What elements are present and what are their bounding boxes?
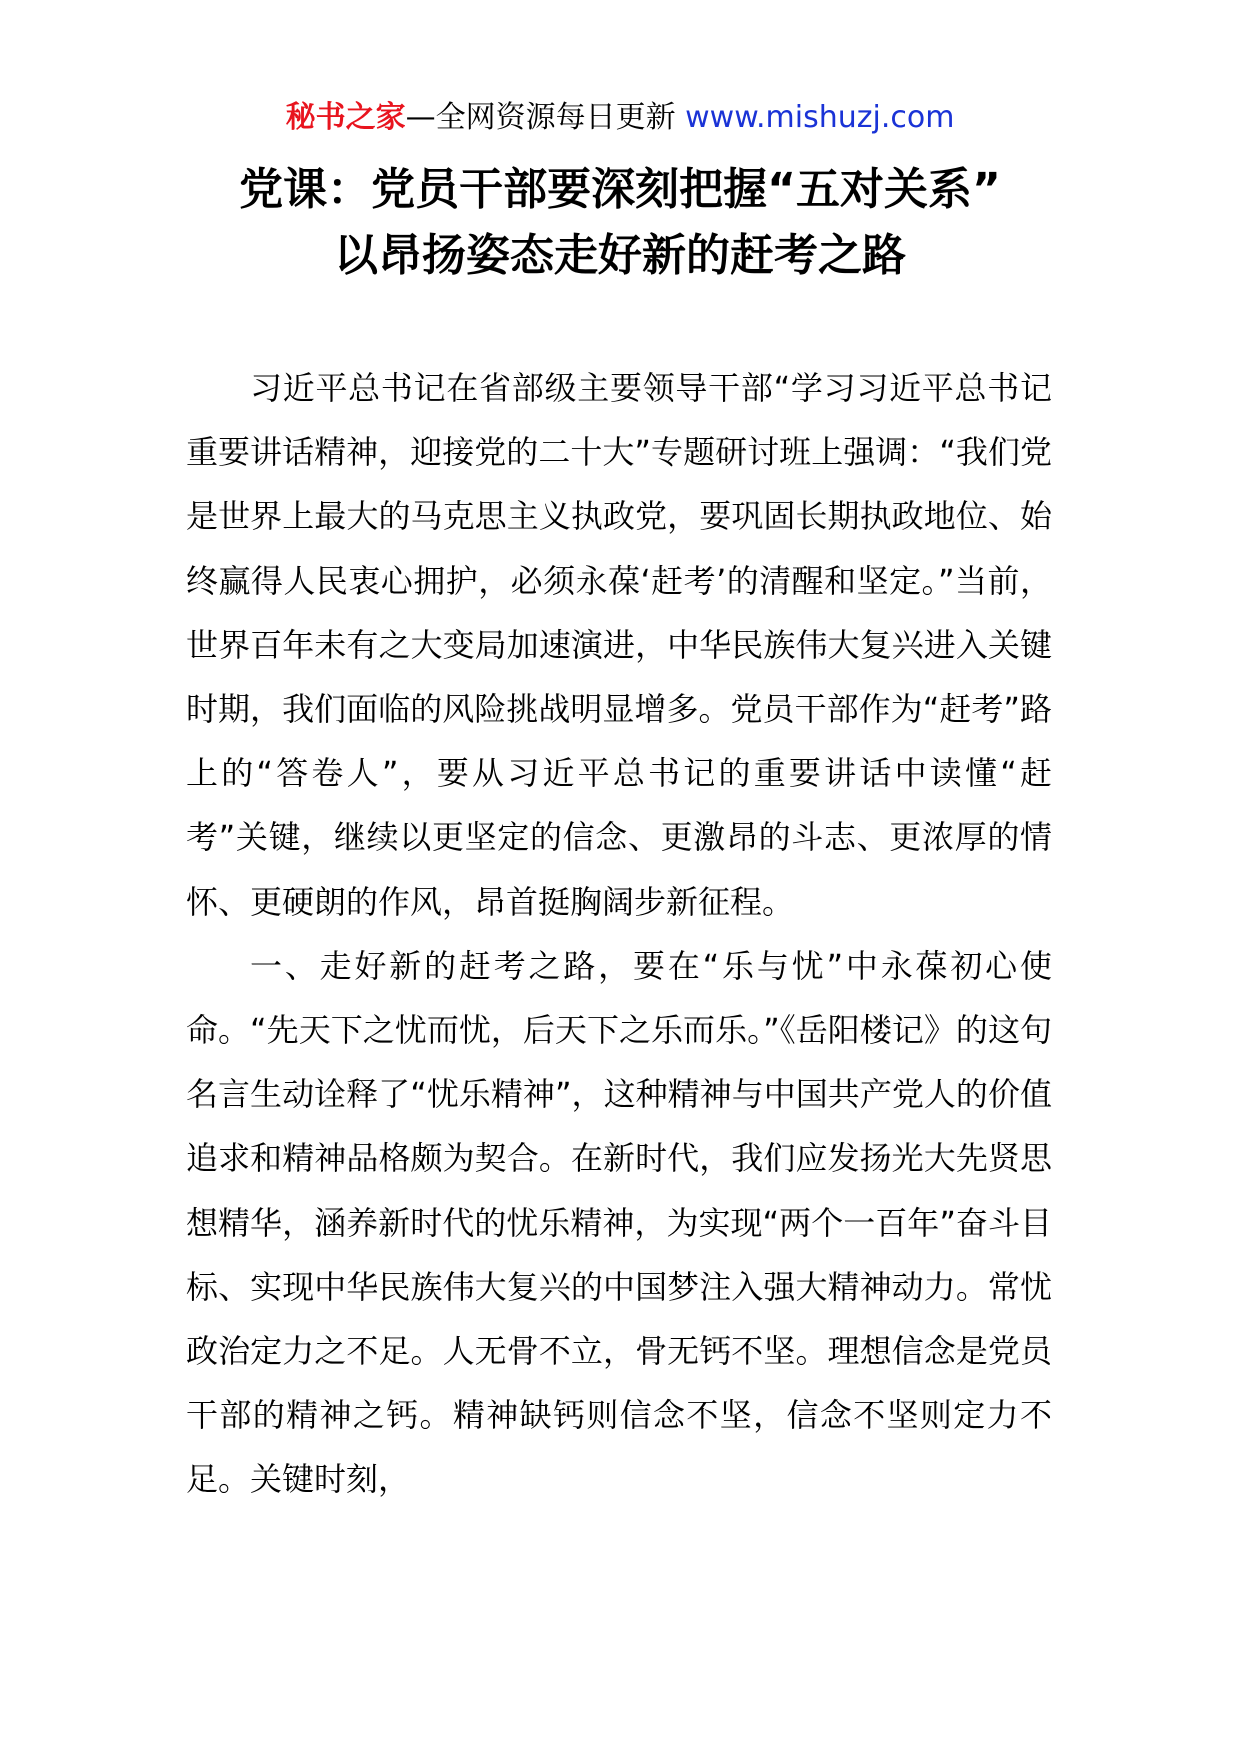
site-brand: 秘书之家 [285,100,406,135]
body-paragraph-section-1: 一、走好新的赶考之路，要在“乐与忧”中永葆初心使命。“先天下之忧而忧，后天下之乐而乐。”《岳阳楼记》的这句名言生动诠释了“忧乐精神”，这种精神与中国共产党人的价值追求和精神品格颇为契合。在新时代，我们应发扬光大先贤思想精华，涵养新时代的忧乐精神，为实现“两个一百年”奋斗目标、实现中华民族伟大复兴的中国梦注入强大精神动力。常忧政治定力之不足。人无骨不立，骨无钙不坚。理想信念是党员干部的精神之钙。精神缺钙则信念不坚，信念不坚则定力不足。关键时刻， [186,946,1052,1499]
site-url-link[interactable]: www.mishuzj.com [685,100,955,135]
site-tagline: —全网资源每日更新 [405,100,676,135]
document-title-line-2: 以昂扬姿态走好新的赶考之路 [334,230,906,281]
body-paragraph-intro: 习近平总书记在省部级主要领导干部“学习习近平总书记重要讲话精神，迎接党的二十大”专题研讨班上强调：“我们党是世界上最大的马克思主义执政党，要巩固长期执政地位、始终赢得人民衷心拥护，必须永葆‘赶考’的清醒和坚定。”当前，世界百年未有之大变局加速演进，中华民族伟大复兴进入关键时期，我们面临的风险挑战明显增多。党员干部作为“赶考”路上的“答卷人”，要从习近平总书记的重要讲话中读懂“赶考”关键，继续以更坚定的信念、更激昂的斗志、更浓厚的情怀、更硬朗的作风，昂首挺胸阔步新征程。 [186,369,1052,921]
document-body [186,356,1052,1512]
site-header [0,96,1240,140]
document-title-line-1: 党课：党员干部要深刻把握“五对关系” [239,164,1001,215]
